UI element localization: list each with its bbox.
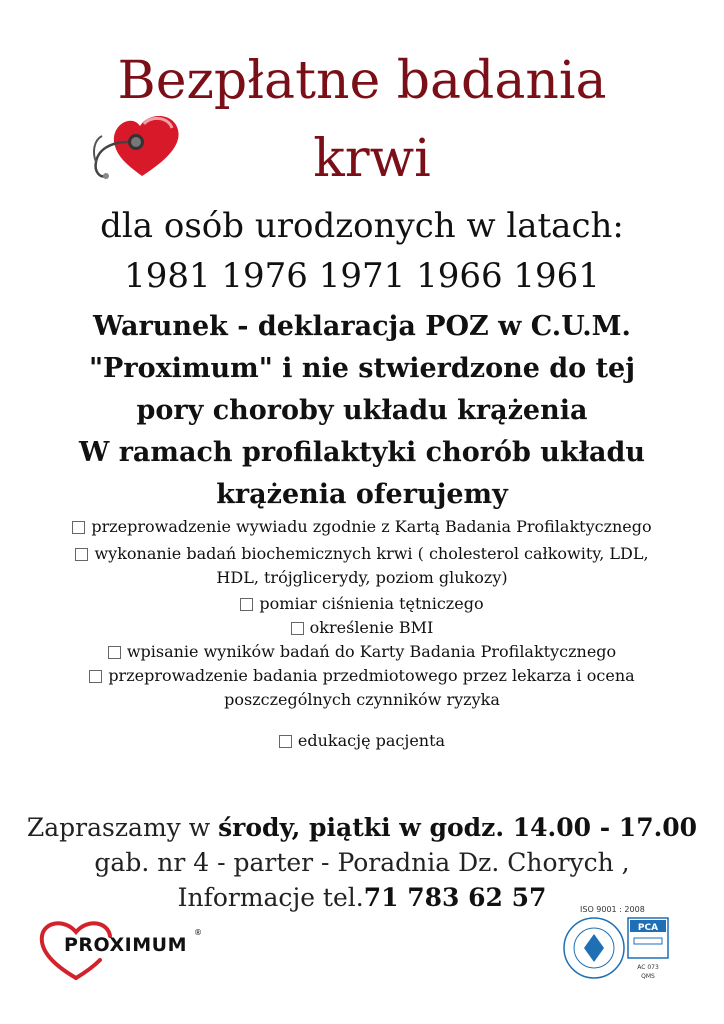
- iso-label: ISO 9001 : 2008: [580, 905, 645, 914]
- contact-phone: Informacje tel.71 783 62 57: [177, 883, 547, 912]
- condition-line-1: Warunek - deklaracja POZ w C.U.M.: [93, 311, 631, 342]
- title-line-1: Bezpłatne badania: [117, 51, 607, 111]
- subtitle: dla osób urodzonych w latach:: [100, 206, 624, 246]
- room-location: gab. nr 4 - parter - Poradnia Dz. Chorych ,: [94, 848, 630, 877]
- checkbox-icon: [240, 598, 253, 611]
- heart-stethoscope-icon: [88, 106, 188, 188]
- offer-item: wpisanie wyników badań do Karty Badania Profilaktycznego: [0, 640, 724, 664]
- offer-item: pomiar ciśnienia tętniczego: [0, 592, 724, 616]
- checkbox-icon: [89, 670, 102, 683]
- pca-code: AC 073: [637, 964, 659, 971]
- certification-badges-icon: [548, 904, 678, 988]
- checkbox-icon: [72, 521, 85, 534]
- offer-item: wykonanie badań biochemicznych krwi ( cholesterol całkowity, LDL,: [0, 542, 724, 566]
- condition-line-3: pory choroby układu krążenia: [136, 395, 588, 426]
- checkbox-icon: [108, 646, 121, 659]
- title-line-2: krwi: [313, 129, 431, 189]
- registered-mark: ®: [194, 928, 202, 937]
- offer-item-continued: poszczególnych czynników ryzyka: [224, 690, 500, 709]
- offer-item: edukację pacjenta: [0, 729, 724, 753]
- offer-item-continued: HDL, trójglicerydy, poziom glukozy): [216, 568, 508, 587]
- checkbox-icon: [75, 548, 88, 561]
- invitation-hours: Zapraszamy w środy, piątki w godz. 14.00 - 17.00: [26, 813, 698, 842]
- condition-line-4: W ramach profilaktyki chorób układu: [78, 437, 646, 468]
- birth-years: 1981 1976 1971 1966 1961: [124, 256, 600, 296]
- offer-item: określenie BMI: [0, 616, 724, 640]
- checkbox-icon: [279, 735, 292, 748]
- pca-sub: QMS: [641, 973, 655, 980]
- checkbox-icon: [291, 622, 304, 635]
- offer-item: przeprowadzenie wywiadu zgodnie z Kartą Badania Profilaktycznego: [0, 515, 724, 539]
- logo-name: PROXIMUM: [64, 934, 187, 956]
- offer-item: przeprowadzenie badania przedmiotowego przez lekarza i ocena: [0, 664, 724, 688]
- condition-line-5: krążenia oferujemy: [216, 479, 508, 510]
- pca-label: PCA: [637, 923, 659, 933]
- condition-line-2: "Proximum" i nie stwierdzone do tej: [88, 353, 636, 384]
